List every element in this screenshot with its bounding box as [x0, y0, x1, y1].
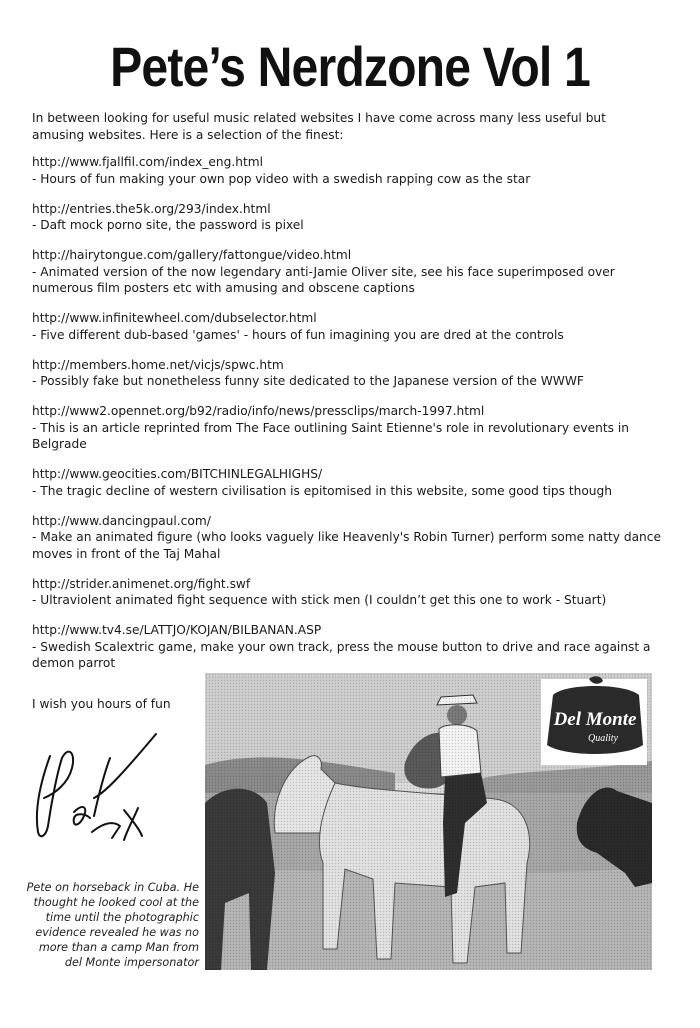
list-item: [32, 466, 662, 499]
list-item: [32, 247, 662, 297]
logo-text: Del Monte: [553, 709, 637, 730]
website-url: http://www.dancingpaul.com/: [32, 513, 211, 528]
list-item: [32, 513, 662, 563]
horseback-photo-icon: [205, 673, 652, 970]
website-description: - Hours of fun making your own pop video with a swedish rapping cow as the star: [32, 171, 531, 186]
website-url: http://www.fjallfil.com/index_eng.html: [32, 155, 264, 169]
website-list: [32, 154, 662, 685]
website-url: http://strider.animenet.org/fight.swf: [32, 576, 251, 591]
list-item: [32, 357, 662, 390]
website-url: http://www.tv4.se/LATTJO/KOJAN/BILBANAN.ASP: [32, 623, 322, 637]
page-title: Pete’s Nerdzone Vol 1: [110, 35, 590, 98]
list-item: [32, 403, 662, 453]
website-description: - Ultraviolent animated fight sequence with stick men (I couldn’t get this one to work - Stuart): [32, 593, 607, 607]
website-url: http://hairytongue.com/gallery/fattongue/video.html: [32, 248, 352, 262]
logo-subtext: Quality: [588, 733, 618, 744]
website-url: http://www.geocities.com/BITCHINLEGALHIGHS/: [32, 467, 323, 481]
website-url: http://www.infinitewheel.com/dubselector.html: [32, 311, 317, 325]
website-url: http://members.home.net/vicjs/spwc.htm: [32, 357, 284, 372]
closing-text: I wish you hours of fun: [32, 697, 171, 711]
list-item: [32, 310, 662, 343]
list-item: [32, 154, 662, 187]
website-description: - Five different dub-based 'games' - hours of fun imagining you are dred at the controls: [32, 327, 564, 342]
website-description: - Possibly fake but nonetheless funny site dedicated to the Japanese version of the WWWF: [32, 374, 584, 388]
signature-icon: [28, 728, 168, 853]
website-description: - Swedish Scalextric game, make your own track, press the mouse button to drive and race against a demon parrot: [32, 639, 651, 670]
intro-text: In between looking for useful music related websites I have come across many less useful but amusing websites. Here is a selection of the finest:: [32, 111, 606, 142]
photo-horseback: [205, 673, 652, 970]
website-description: - Animated version of the now legendary anti-Jamie Oliver site, see his face superimposed over numerous film posters etc with amusing and obscene captions: [32, 264, 615, 295]
website-description: - The tragic decline of western civilisation is epitomised in this website, some good tips though: [32, 483, 612, 498]
website-url: http://www2.opennet.org/b92/radio/info/news/pressclips/march-1997.html: [32, 404, 485, 418]
photo-caption: Pete on horseback in Cuba. He thought he looked cool at the time until the photographic evidence revealed he was no more than a camp Man from del Monte impersonator: [26, 881, 199, 969]
signature: [28, 728, 168, 853]
website-url: http://entries.the5k.org/293/index.html: [32, 201, 271, 216]
website-description: - Daft mock porno site, the password is pixel: [32, 218, 304, 232]
website-description: - Make an animated figure (who looks vaguely like Heavenly's Robin Turner) perform some natty dance moves in front of the Taj Mahal: [32, 530, 661, 561]
del-monte-logo: [541, 676, 647, 765]
list-item: [32, 201, 662, 234]
website-description: - This is an article reprinted from The Face outlining Saint Etienne's role in revolutionary events in Belgrade: [32, 420, 629, 451]
list-item: [32, 576, 662, 609]
list-item: [32, 622, 662, 672]
